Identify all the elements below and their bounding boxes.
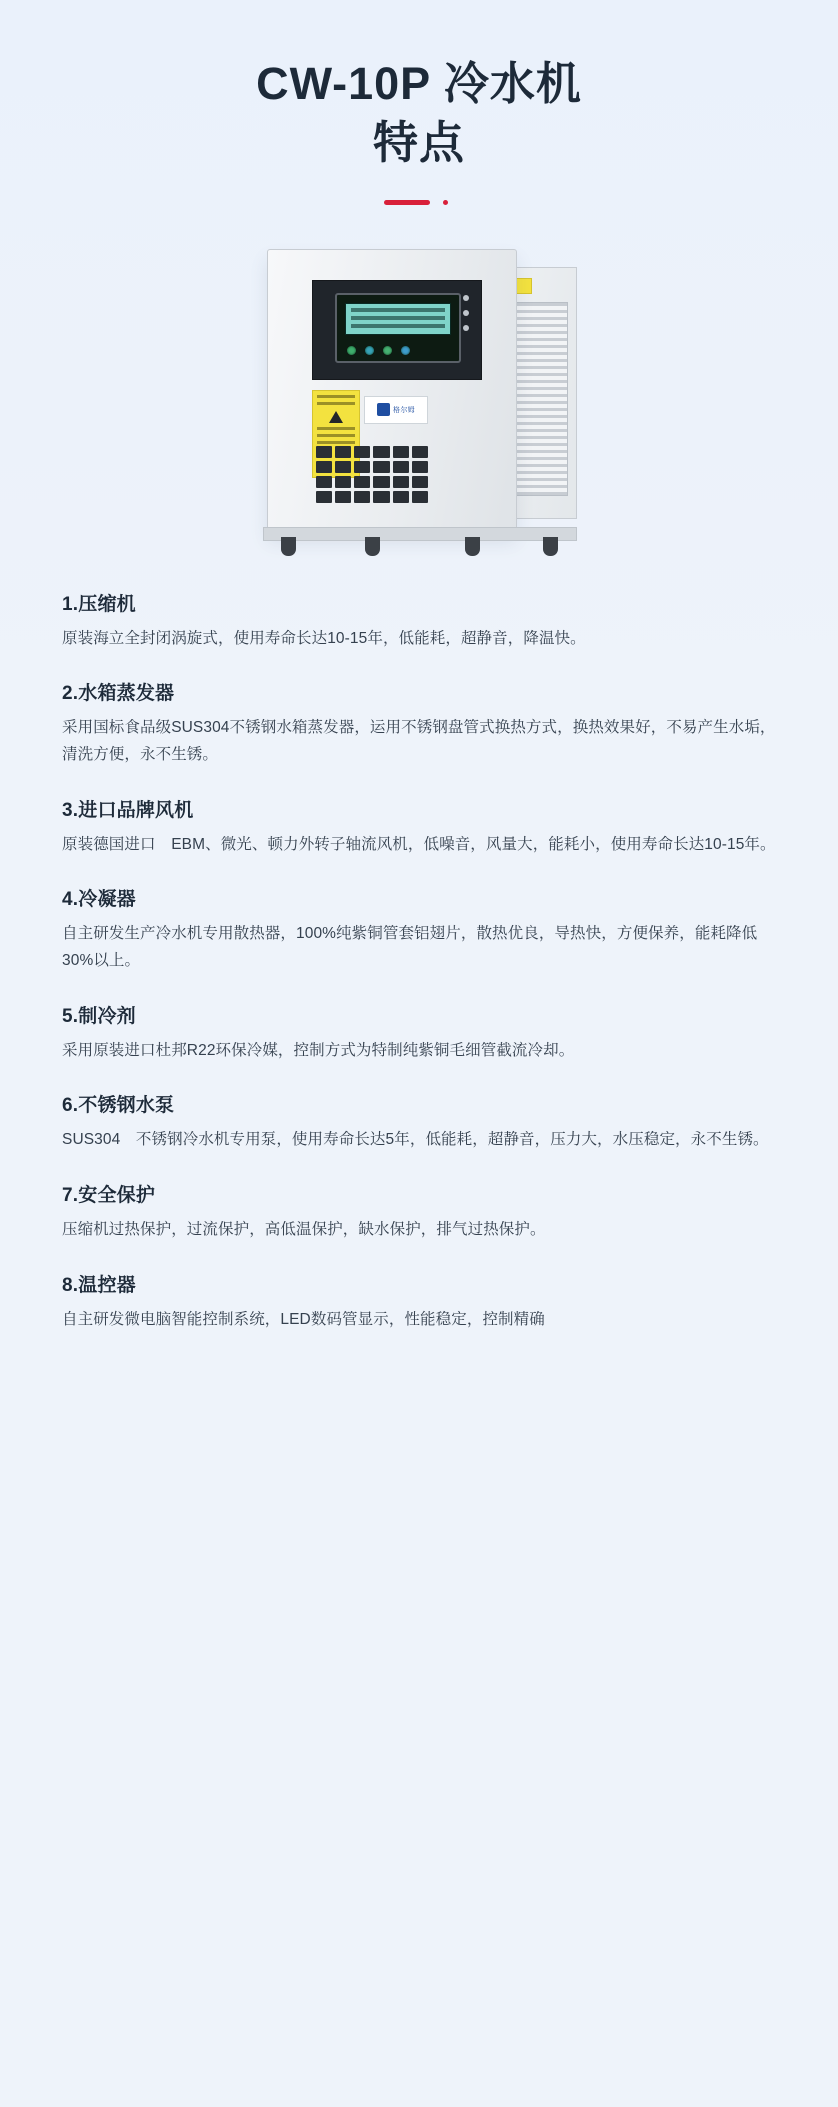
feature-item-imported-fan xyxy=(62,795,776,859)
controller-buttons xyxy=(347,346,410,355)
feature-text: 采用国标食品级SUS304不锈钢水箱蒸发器，运用不锈钢盘管式换热方式，换热效果好，不易产生水垢，清洗方便，永不生锈。 xyxy=(62,719,776,764)
title-divider xyxy=(384,199,454,205)
brand-label xyxy=(364,396,428,424)
button-up-icon xyxy=(383,346,392,355)
feature-title: 4.冷凝器 xyxy=(62,889,136,911)
divider-dot xyxy=(443,200,448,205)
feature-text: 原装德国进口 EBM、微光、顿力外转子轴流风机，低噪音，风量大，能耗小，使用寿命长达10-15年。 xyxy=(62,835,776,853)
product-image-area xyxy=(0,231,838,571)
caster-wheel xyxy=(543,537,558,556)
feature-text: 自主研发生产冷水机专用散热器，100%纯紫铜管套铝翅片，散热优良，导热快，方便保养，能耗降低30%以上。 xyxy=(62,925,758,970)
feature-text: SUS304 不锈钢冷水机专用泵，使用寿命长达5年，低能耗，超静音，压力大，水压稳定，永不生锈。 xyxy=(62,1131,769,1149)
feature-title: 8.温控器 xyxy=(62,1274,136,1296)
feature-title: 5.制冷剂 xyxy=(62,1005,136,1027)
feature-item-stainless-pump xyxy=(62,1090,776,1154)
feature-item-safety-protection xyxy=(62,1180,776,1244)
button-down-icon xyxy=(401,346,410,355)
page-title-line-2: 特点 xyxy=(372,117,465,169)
brand-name: 格尔姆 xyxy=(393,406,415,414)
air-vent-louvres xyxy=(510,302,568,496)
caster-wheel xyxy=(465,537,480,556)
warning-triangle-icon xyxy=(329,411,343,423)
feature-item-thermostat xyxy=(62,1270,776,1334)
chiller-base xyxy=(263,527,577,541)
page-title-line-1: CW-10P 冷水机 xyxy=(256,58,582,109)
lcd-display xyxy=(345,303,451,335)
feature-title: 1.压缩机 xyxy=(62,593,136,615)
feature-item-compressor xyxy=(62,589,776,653)
brand-logo-icon xyxy=(377,403,390,416)
feature-item-water-tank-evaporator xyxy=(62,678,776,768)
feature-title: 7.安全保护 xyxy=(62,1185,156,1207)
chiller-main-body xyxy=(267,249,517,533)
page-header xyxy=(0,0,838,205)
feature-item-condenser xyxy=(62,884,776,974)
front-vent-grid xyxy=(316,446,428,503)
feature-text: 压缩机过热保护，过流保护，高低温保护，缺水保护，排气过热保护。 xyxy=(62,1221,546,1239)
feature-item-refrigerant xyxy=(62,1001,776,1065)
feature-text: 自主研发微电脑智能控制系统，LED数码管显示，性能稳定，控制精确 xyxy=(62,1310,545,1328)
caster-wheel xyxy=(365,537,380,556)
caster-wheel xyxy=(281,537,296,556)
divider-bar xyxy=(384,200,430,205)
panel-indicator-lights xyxy=(463,295,473,340)
chiller-illustration xyxy=(239,231,599,561)
feature-text: 采用原装进口杜邦R22环保冷媒，控制方式为特制纯紫铜毛细管截流冷却。 xyxy=(62,1041,575,1059)
feature-title: 6.不锈钢水泵 xyxy=(62,1095,175,1117)
control-panel xyxy=(312,280,482,380)
feature-text: 原装海立全封闭涡旋式，使用寿命长达10-15年，低能耗，超静音，降温快。 xyxy=(62,629,586,647)
button-set-icon xyxy=(365,346,374,355)
feature-list xyxy=(0,571,838,1420)
feature-title: 3.进口品牌风机 xyxy=(62,799,194,821)
controller-screen xyxy=(335,293,461,363)
feature-title: 2.水箱蒸发器 xyxy=(62,683,175,705)
button-power-icon xyxy=(347,346,356,355)
